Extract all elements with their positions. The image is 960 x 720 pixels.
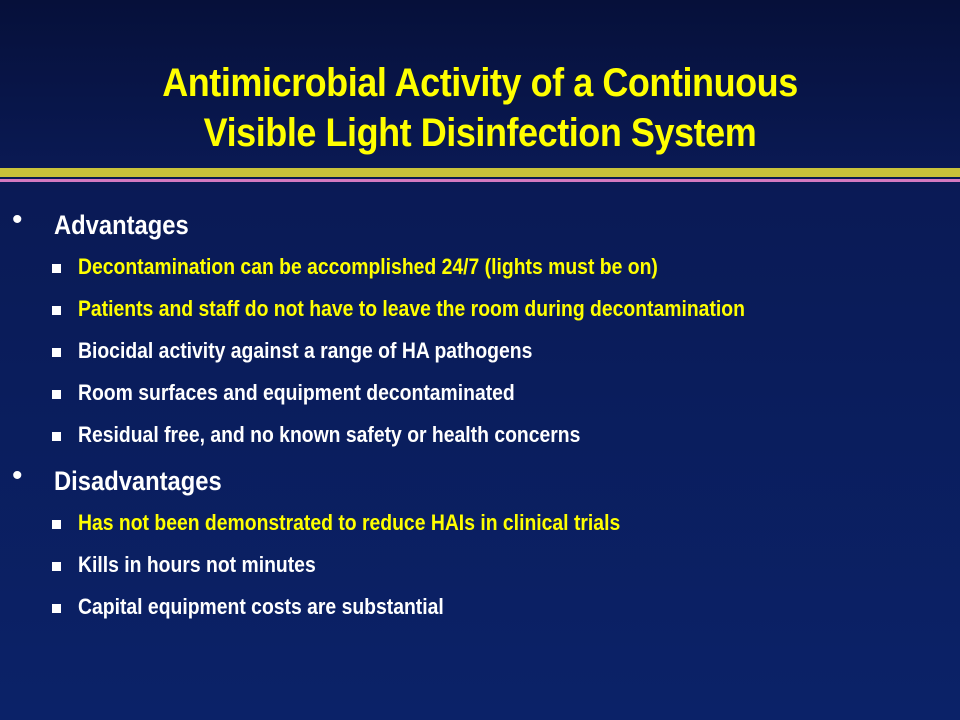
square-bullet-icon — [52, 264, 61, 273]
list-item-text: Has not been demonstrated to reduce HAIs in clinical trials — [78, 510, 621, 535]
list-item — [0, 502, 960, 544]
title-divider-pink — [0, 179, 960, 182]
list-item-text: Decontamination can be accomplished 24/7 (lights must be on) — [78, 254, 658, 279]
square-bullet-icon — [52, 390, 61, 399]
list-item — [0, 246, 960, 288]
disadvantages-list — [0, 502, 960, 628]
list-item-text: Room surfaces and equipment decontaminated — [78, 380, 515, 405]
list-item — [0, 288, 960, 330]
round-bullet-icon: • — [12, 459, 23, 492]
square-bullet-icon — [52, 348, 61, 357]
square-bullet-icon — [52, 432, 61, 441]
disadvantages-label: Disadvantages — [54, 466, 222, 496]
square-bullet-icon — [52, 520, 61, 529]
list-item-text: Kills in hours not minutes — [78, 552, 316, 577]
advantages-section — [0, 200, 960, 456]
slide-title-line-1: Antimicrobial Activity of a Continuous — [162, 61, 798, 105]
list-item — [0, 330, 960, 372]
slide-title-line-2: Visible Light Disinfection System — [203, 111, 757, 155]
list-item-text: Patients and staff do not have to leave the room during decontamination — [78, 296, 745, 321]
list-item — [0, 372, 960, 414]
slide-title — [48, 58, 912, 158]
list-item-text: Residual free, and no known safety or health concerns — [78, 422, 581, 447]
list-item — [0, 414, 960, 456]
title-divider-yellow — [0, 168, 960, 177]
disadvantages-heading — [0, 456, 960, 502]
square-bullet-icon — [52, 562, 61, 571]
disadvantages-section — [0, 456, 960, 628]
list-item — [0, 586, 960, 628]
advantages-heading — [0, 200, 960, 246]
slide-content — [0, 200, 960, 628]
list-item-text: Capital equipment costs are substantial — [78, 594, 444, 619]
square-bullet-icon — [52, 306, 61, 315]
advantages-list — [0, 246, 960, 456]
advantages-label: Advantages — [54, 210, 189, 240]
list-item — [0, 544, 960, 586]
list-item-text: Biocidal activity against a range of HA pathogens — [78, 338, 533, 363]
square-bullet-icon — [52, 604, 61, 613]
round-bullet-icon: • — [12, 203, 23, 236]
